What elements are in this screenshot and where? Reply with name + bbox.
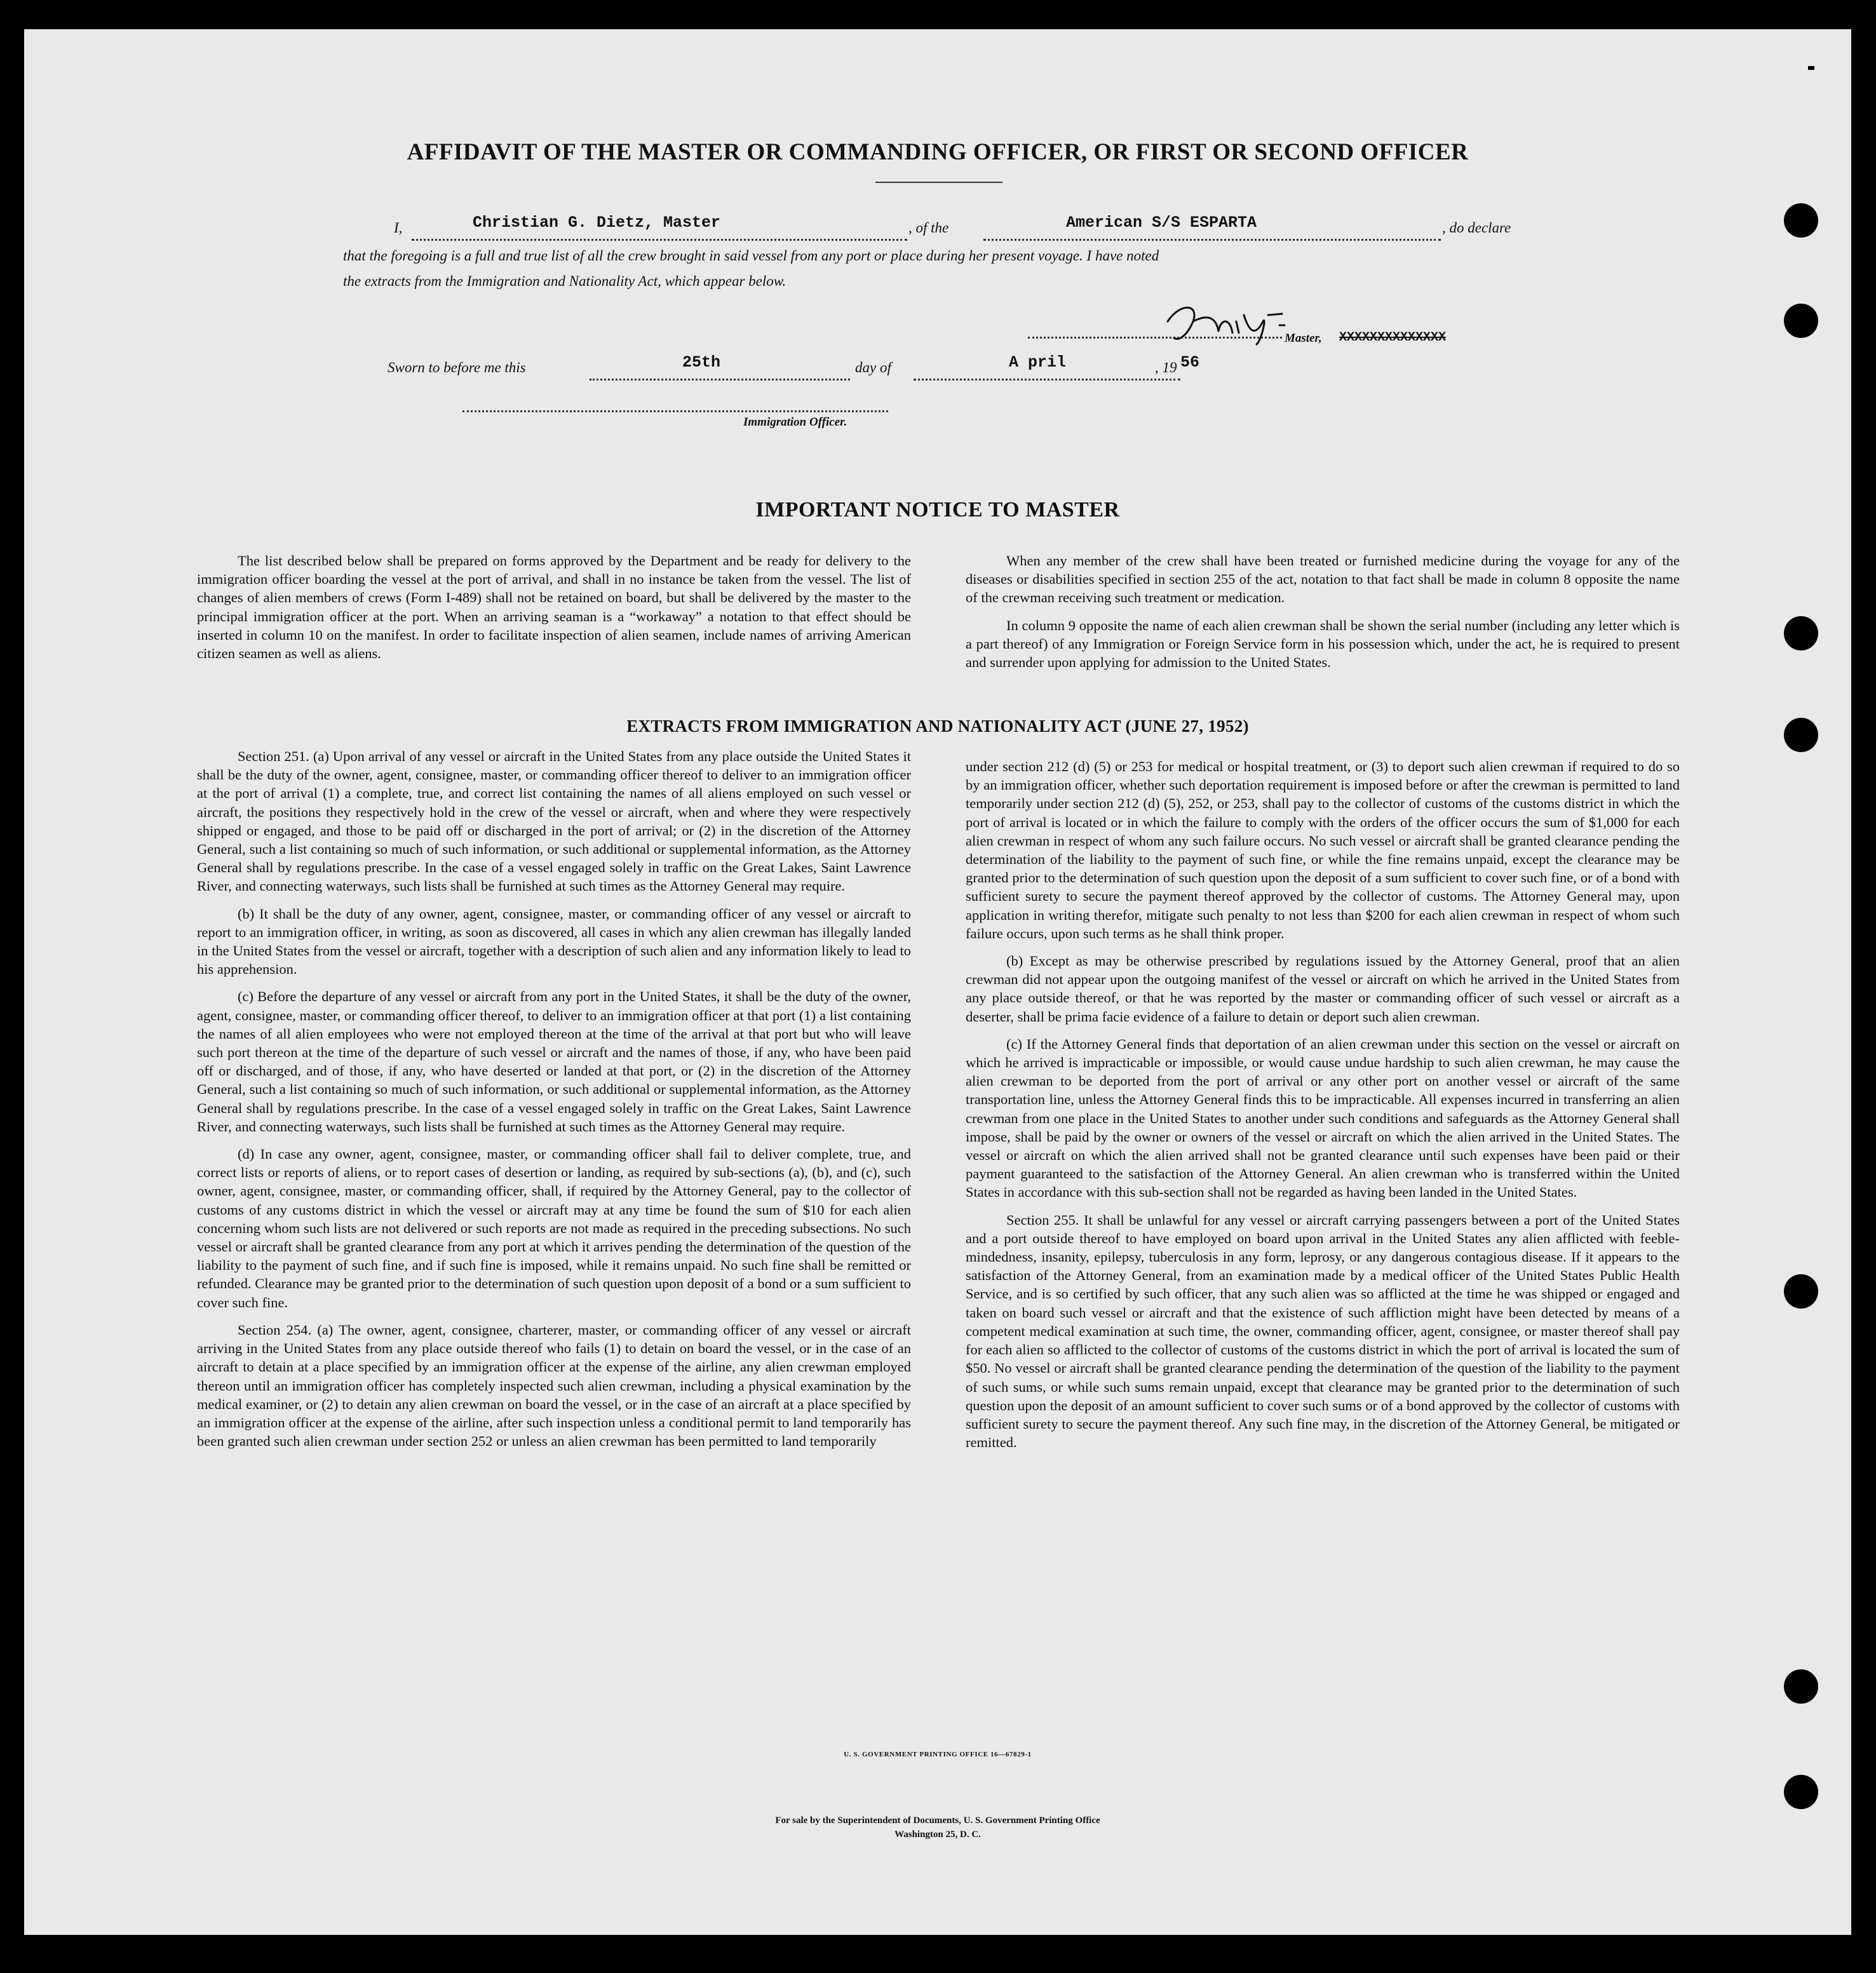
extracts-left-column [197,747,911,1450]
master-name-line [412,239,907,241]
struck-title: XXXXXXXXXXXXXX [1339,330,1447,345]
day-of-label: day of [855,360,891,375]
sale-notice-line-2: Washington 25, D. C. [894,1829,981,1840]
section-251b: (b) It shall be the duty of any owner, agent, consignee, master, or commanding officer of any vessel or aircraft to report to an immigration officer, in writing, as soon as discovered, all cases in which any alien crewman has illegally landed in the United States from the vessel or aircraft, together with a description of such alien and any information likely to lead to his apprehension. [197,905,911,978]
section-255: Section 255. It shall be unlawful for any vessel or aircraft carrying passengers between a port of the United States and a port outside thereof to have employed on board upon arrival in the United States any alien afflicted with feeble-mindedness, insanity, epilepsy, tuberculosis in any form, leprosy, or any dangerous contagious disease. If it appears to the satisfaction of the Attorney General, from an examination made by a medical officer of the United States Public Health Service, and is so certified by such officer, that any such alien was so afflicted at the time he was shipped or engaged and taken on board such vessel or aircraft and that the existence of such affliction might have been detected by means of a competent medical examination at such time, the owner, commanding officer, agent, consignee, or master thereof shall pay for each alien so afflicted to the collector of customs of the customs district in which the port of arrival is located the sum of $50. No vessel or aircraft shall be granted clearance pending the determination of the question of the liability to the payment of such sums, or while such sums remain unpaid, except that clearance may be granted prior to the determination of such question upon the deposit of an amount sufficient to cover such sums or of a bond approved by the collector of customs with sufficient surety to secure the payment thereof. Any such fine may, in the discretion of the Attorney General, be mitigated or remitted. [966,1211,1680,1451]
vessel-line [983,239,1441,241]
punch-hole [1784,1775,1818,1809]
gpo-imprint: U. S. GOVERNMENT PRINTING OFFICE 16—67829-1 [844,1751,1032,1758]
corner-mark [1808,66,1814,70]
statement-line-2: the extracts from the Immigration and Nationality Act, which appear below. [343,273,786,289]
extracts-right-column [966,757,1680,1451]
notice-paragraph: When any member of the crew shall have been treated or furnished medicine during the voyage for any of the diseases or disabilities specified in section 255 of the act, notation to that fact shall be made in column 8 opposite the name of the crewman receiving such treatment or medication. [966,553,1680,606]
sworn-year: 56 [1180,353,1200,372]
notice-title: IMPORTANT NOTICE TO MASTER [755,498,1120,522]
punch-hole [1784,203,1818,238]
year-prefix: , 19 [1155,360,1177,375]
master-name: Christian G. Dietz, Master [473,213,721,232]
notice-paragraph: In column 9 opposite the name of each alien crewman shall be shown the serial number (including any letter which is a part thereof) of any Immigration or Foreign Service form in his possession which, under the act, he is required to present and surrender upon applying for admission to the United States. [966,617,1680,671]
section-254b: (b) Except as may be otherwise prescribed by regulations issued by the Attorney General, proof that an alien crewman did not appear upon the outgoing manifest of the vessel or aircraft on which he arrived in the United States from any place outside thereof, or that he was reported by the master or commanding officer of such vessel or aircraft as a deserter, shall be prima facie evidence of a failure to detain or deport such alien crewman. [966,953,1680,1025]
sale-notice-line-1: For sale by the Superintendent of Documents, U. S. Government Printing Office [775,1815,1100,1826]
punch-hole [1784,718,1818,752]
section-254c: (c) If the Attorney General finds that deportation of an alien crewman under this section on the vessel or aircraft on which he arrived is impracticable or impossible, or would cause undue hardship to such alien crewman, he may cause the alien crewman to be deported from the port of arrival or any other port on another vessel or aircraft of the same transportation line, unless the Attorney General finds this to be impracticable. All expenses incurred in transferring an alien crewman from one place in the United States to another under such conditions and safeguards as the Attorney General shall impose, shall be paid by the owner or owners of the vessel or aircraft on which the alien arrived in the United States. The vessel or aircraft on which the alien arrived shall not be granted clearance until such expenses have been paid or their payment guaranteed to the satisfaction of the Attorney General. An alien crewman who is transferred within the United States in accordance with this sub-section shall not be regarded as having been landed in the United States. [966,1035,1680,1201]
sworn-month-line [914,379,1180,380]
section-251c: (c) Before the departure of any vessel or aircraft from any port in the United States, it shall be the duty of the owner, agent, consignee, master, or commanding officer thereof, to deliver to an immigration officer at that port (1) a list containing the names of all alien employees who were not employed thereon at the time of the arrival at that port but who will leave such port thereon at the time of the departure of such vessel or aircraft and the names of those, if any, who have been paid off or discharged, and of those, if any, who have deserted or landed at that port, or (2) in the discretion of the Attorney General, such a list containing so much of such information, or such additional or supplemental information, as the Attorney General shall by regulations prescribe. In the case of a vessel engaged solely in traffic on the Great Lakes, Saint Lawrence River, and connecting waterways, such lists shall be furnished at such times as the Attorney General may require. [197,988,911,1135]
affidavit-title: AFFIDAVIT OF THE MASTER OR COMMANDING OFFICER, OR FIRST OR SECOND OFFICER [407,139,1469,165]
vessel-name: American S/S ESPARTA [1066,213,1257,232]
punch-hole [1784,304,1818,338]
section-251a: Section 251. (a) Upon arrival of any vessel or aircraft in the United States from any place outside the United States it shall be the duty of the owner, agent, consignee, master, or commanding officer thereof to deliver to an immigration officer at the port of arrival (1) a complete, true, and correct list containing the names of all aliens employed on such vessel or aircraft, the positions they respectively hold in the crew of the vessel or aircraft, when and where they were respectively shipped or engaged, and those to be paid off or discharged in the port of arrival; or (2) in the discretion of the Attorney General, such a list containing so much of such information, or such additional or supplemental information, as the Attorney General shall by regulations prescribe. In the case of a vessel engaged solely in traffic on the Great Lakes, Saint Lawrence River, and connecting waterways, such lists shall be furnished at such times as the Attorney General may require. [197,748,911,894]
section-251d: (d) In case any owner, agent, consignee, master, or commanding officer shall fail to deliver complete, true, and correct lists or reports of aliens, or to report cases of desertion or landing, as required by sub-sections (a), (b), and (c), such owner, agent, consignee, master, or commanding officer, shall, if required by the Attorney General, pay to the collector of customs of any customs district in which the vessel or aircraft may at any time be found the sum of $10 for each alien concerning whom such lists are not delivered or such reports are not made as required in the preceding subsections. No such vessel or aircraft shall be granted clearance from any port at which it arrives pending the determination of the question of the liability to the payment of such fine, and if such fine is imposed, while it remains unpaid. No such fine shall be remitted or refunded. Clearance may be granted prior to the determination of such question upon deposit of a bond or a sum sufficient to cover such fine. [197,1146,911,1310]
sworn-month: A pril [1009,353,1067,372]
statement-line-1: that the foregoing is a full and true list of all the crew brought in said vessel from any port or place during her present voyage. I have noted [343,248,1159,264]
section-254a: Section 254. (a) The owner, agent, consignee, charterer, master, or commanding officer of any vessel or aircraft arriving in the United States from any place outside thereof who fails (1) to detain on board the vessel, or in the case of an aircraft to detain at a place specified by an immigration officer at the expense of the airline, any alien crewman employed thereon until an immigration officer has completely inspected such alien crewman, including a physical examination by the medical examiner, or (2) to detain any alien crewman on board the vessel, or in the case of an aircraft at a place specified by an immigration officer at the expense of the airline, after such inspection unless a conditional permit to land temporarily has been granted such alien crewman under section 252 or unless an alien crewman has been permitted to land temporarily [197,1321,911,1450]
title-divider [875,182,1002,183]
sworn-label: Sworn to before me this [388,360,526,375]
of-the-label: , of the [908,220,949,236]
punch-hole [1784,1669,1818,1704]
extracts-title: EXTRACTS FROM IMMIGRATION AND NATIONALITY ACT (JUNE 27, 1952) [626,717,1249,736]
immigration-officer-line [462,410,888,412]
section-254a-continued: under section 212 (d) (5) or 253 for medical or hospital treatment, or (3) to deport such alien crewman if required to do so by an immigration officer, whether such deportation requirement is imposed before or after the crewman is permitted to land temporarily under section 212 (d) (5), 252, or 253, shall pay to the collector of customs of the customs district in which the port of arrival is located or in which the failure to comply with the orders of the officer occurs the sum of $1,000 for each alien crewman in respect of whom any such failure occurs. No such vessel or aircraft shall be granted clearance pending the determination of the liability to the payment of such fine, or while the fine remains unpaid, except the clearance may be granted prior to the determination of such question upon the deposit of a sum sufficient to cover such fine, or of a bond with sufficient surety to secure the payment thereof approved by the collector of customs. The Attorney General may, upon application in writing therefor, mitigate such penalty to not less than $200 for each alien crewman in respect of whom such failure occurs, upon such terms as he shall think proper. [966,758,1680,941]
sworn-day: 25th [682,353,721,372]
punch-hole [1784,616,1818,650]
notice-paragraph: The list described below shall be prepared on forms approved by the Department and be ready for delivery to the immigration officer boarding the vessel at the port of arrival, and shall in no instance be taken from the vessel. The list of changes of alien members of crews (Form I-489) shall not be retained on board, but shall be delivered by the master to the principal immigration officer at the port. When an arriving seaman is a “workaway” a notation to that effect should be inserted in column 10 on the manifest. In order to facilitate inspection of alien seamen, include names of arriving American citizen seamen as well as aliens. [197,553,911,662]
notice-right-column [966,551,1680,671]
i-label: I, [394,220,403,236]
punch-hole [1784,1274,1818,1309]
immigration-officer-label: Immigration Officer. [743,415,847,429]
affidavit-page [24,29,1851,1935]
notice-left-column [197,551,911,663]
do-declare-label: , do declare [1442,220,1511,236]
sworn-day-line [590,379,850,380]
master-label: Master, [1285,332,1322,345]
